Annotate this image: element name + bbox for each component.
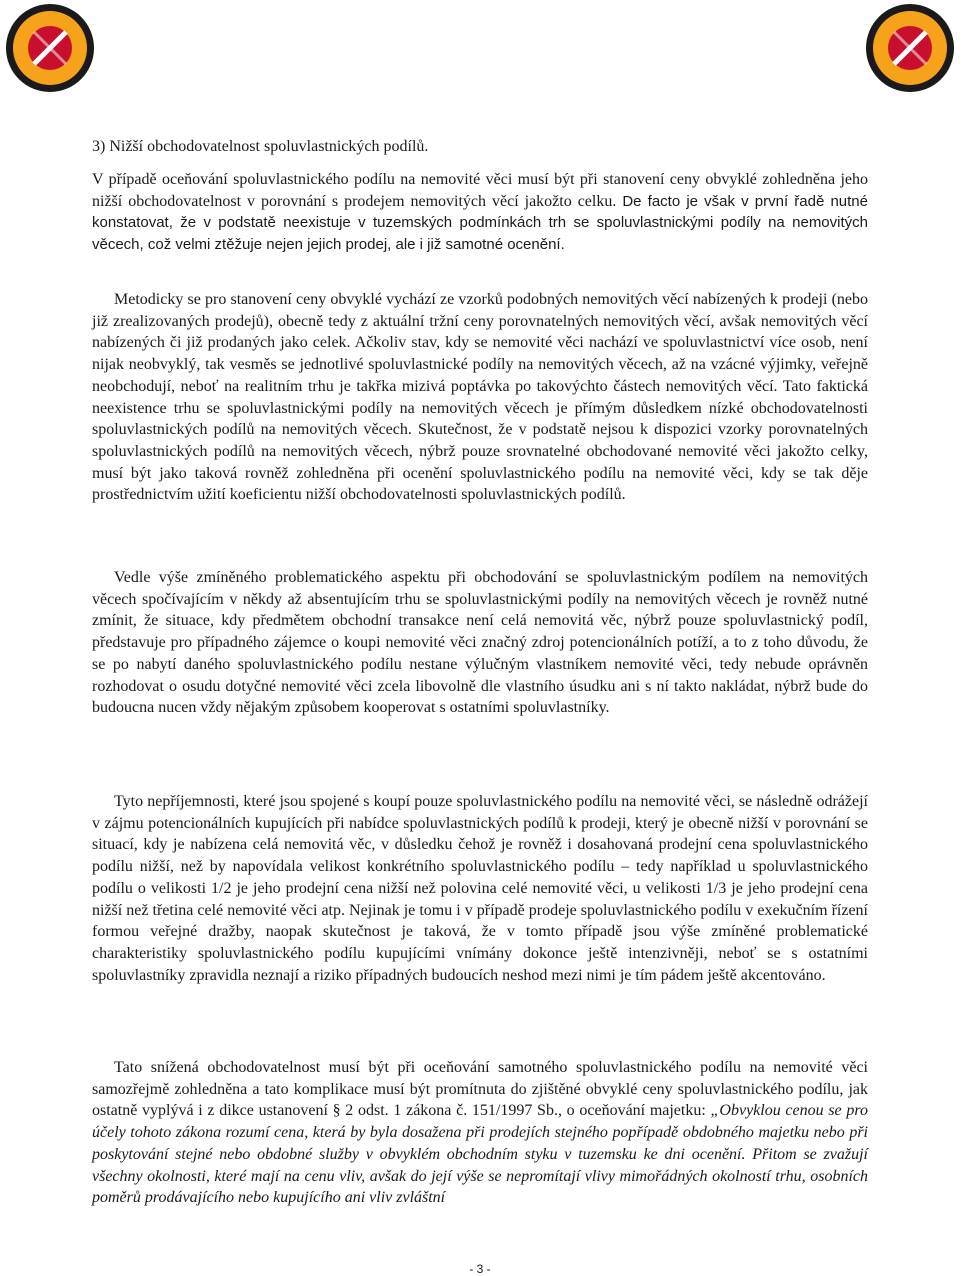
paragraph-2-text: Metodicky se pro stanovení ceny obvyklé vychází ze vzorků podobných nemovitých věcí nabízených k prodeji (nebo již zrealizovaných prodejů), obecně tedy z aktuální tržní ceny porovnatelných nemovitých věcí, avšak nemovitých věcí nabízených či již prodaných jako celek. Ačkoliv stav, kdy se nemovité věci nachází ve spoluvlastnictví více osob, není nijak neobvyklý, tak vesměs se jednotlivé spoluvlastnické podíly na nemovitých věcech, až na vzácné výjimky, veřejně neobchodují, neboť na realitním trhu je takřka mizivá poptávka po takovýchto částech nemovitých věcí. Tato faktická neexistence trhu se spoluvlastnickými podíly na nemovitých věcech je přímým důsledkem nízké obchodovatelnosti spoluvlastnických podílů na nemovitých věcech. Skutečnost, že v podstatě nejsou k dispozici vzorky porovnatelných spoluvlastnických podílů na nemovitých věcech, nýbrž pouze srovnatelné obchodované nemovité věci jakožto celky, musí být jako taková rovněž zohledněna při ocenění spoluvlastnického podílu na nemovité věci, kdy se tak děje prostřednictvím užití koeficientu nižší obchodovatelnosti spoluvlastnických podílů. [92,291,868,504]
paragraph-5 [92,1057,868,1209]
law-quote: „Obvyklou cenou se pro účely tohoto zákona rozumí cena, která by byla dosažena při prodejích stejného popřípadě obdobného majetku nebo při poskytování stejné nebo obdobné služby v obvyklém obchodním styku v tuzemsku ke dni ocenění. Přitom se zvažují všechny okolnosti, které mají na cenu vliv, avšak do její výše se nepromítají vlivy mimořádných okolností trhu, osobních poměrů prodávajícího nebo kupujícího ani vliv zvláštní [92,1102,868,1207]
paragraph-3 [92,567,868,719]
page-number: - 3 - [469,1262,491,1276]
section-heading: 3) Nižší obchodovatelnost spoluvlastnických podílů. [92,138,429,155]
paragraph-3-text: Vedle výše zmíněného problematického aspektu při obchodování se spoluvlastnickým podílem na nemovitých věcech spočívajícím v někdy až absentujícím trhu se spoluvlastnickými podíly na nemovitých věcech je rovněž nutné zmínit, že situace, kdy předmětem obchodní transakce není celá nemovitá věc, nýbrž pouze spoluvlastnický podíl, představuje pro případného zájemce o koupi nemovité věci značný zdroj potencionálních potíží, a to z toho důvodu, že se po nabytí daného spoluvlastnického podílu nestane výlučným vlastníkem nemovité věci, tedy nebude oprávněn rozhodovat o osudu dotyčné nemovité věci zcela libovolně dle vlastního úsudku ani s ní takto nakládat, nýbrž bude do budoucna nucen vždy nějakým způsobem kooperovat s ostatními spoluvlastníky. [92,569,868,717]
paragraph-1 [92,169,868,256]
paragraph-2 [92,289,868,506]
paragraph-4-text: Tyto nepříjemnosti, které jsou spojené s koupí pouze spoluvlastnického podílu na nemovité věci, se následně odrážejí v zájmu potencionálních kupujících při nabídce spoluvlastnických podílů k prodeji, který je obecně nižší v porovnání se situací, kdy je nabízena celá nemovitá věc, v důsledku čehož je rovněž i dosahovaná prodejní cena spoluvlastnického podílu nižší, než by napovídala velikost konkrétního spoluvlastnického podílu – tedy například u spoluvlastnického podílu o velikosti 1/2 je jeho prodejní cena nižší než polovina celé nemovité věci, u velikosti 1/3 je jeho prodejní cena nižší než třetina celé nemovité věci atp. Nejinak je tomu i v případě prodeje spoluvlastnického podílu v exekučním řízení formou veřejné dražby, naopak skutečnost je taková, že v tomto případě jsou výše zmíněné problematické charakteristiky spoluvlastnického podílu kupujícími vnímány dokonce ještě intenzivněji, neboť se s ostatními spoluvlastníky zpravidla neznají a riziko případných budoucích neshod mezi nimi je tím pádem ještě akcentováno. [92,793,868,984]
pdf-xchange-watermark-icon[interactable] [4,2,96,94]
paragraph-4 [92,791,868,986]
paragraph-5-text: Tato snížená obchodovatelnost musí být při oceňování samotného spoluvlastnického podílu na nemovité věci samozřejmě zohledněna a tato komplikace musí být promítnuta do zjištěné obvyklé ceny spoluvlastnického podílu, jak ostatně vyplývá i z dikce ustanovení § 2 odst. 1 zákona č. 151/1997 Sb., o oceňování majetku: [92,1059,868,1120]
paragraph-1-text-a: V případě oceňování spoluvlastnického podílu na nemovité věci musí být při stanovení ceny obvyklé zohledněna jeho nižší obchodovatelnost v porovnání s prodejem nemovitých věcí jakožto celku. [92,171,868,210]
pdf-xchange-watermark-icon[interactable] [864,2,956,94]
paragraph-1-text-b: De facto je však v první řadě nutné konstatovat, že v podstatě neexistuje v tuzemských podmínkách trh se spoluvlastnickými podíly na nemovitých věcech, což velmi ztěžuje nejen jejich prodej, ale i již samotné ocenění. [92,192,868,254]
